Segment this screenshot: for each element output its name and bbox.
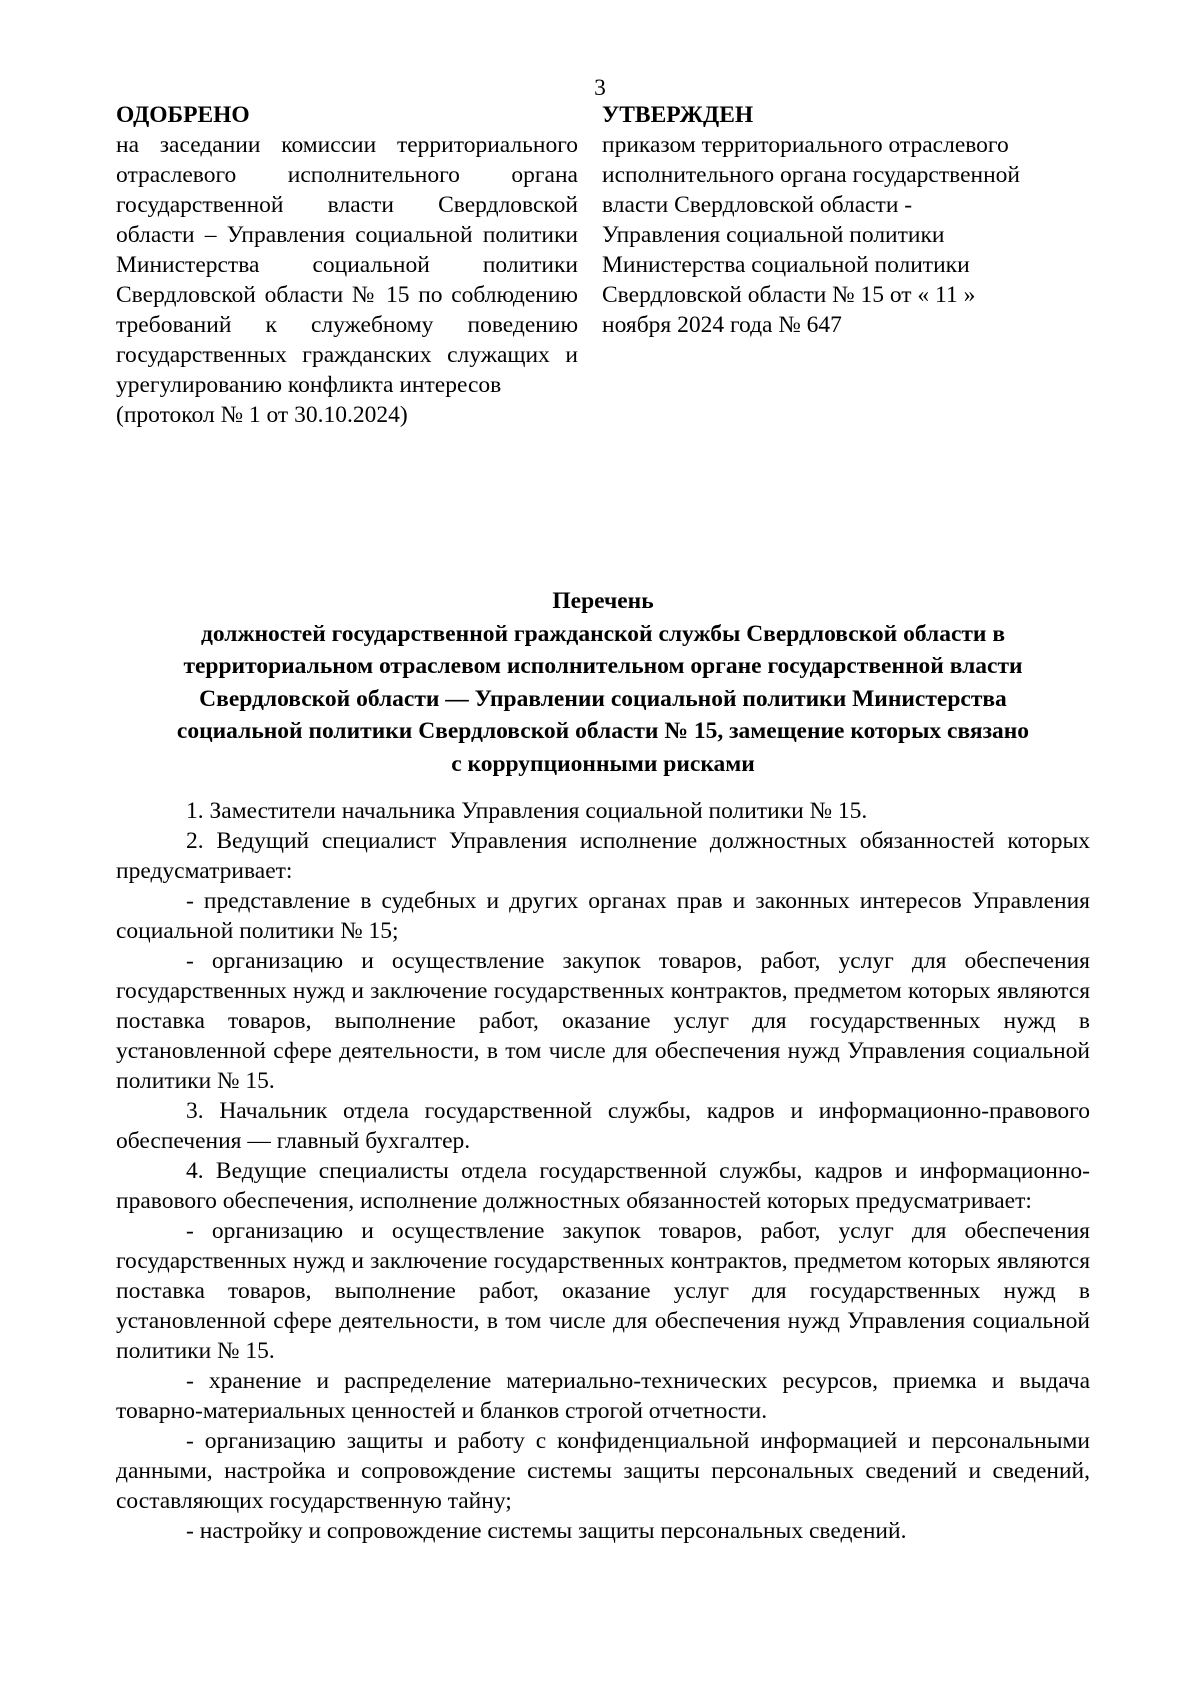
title-line: с коррупционными рисками [451,750,755,777]
title-line: должностей государственной гражданской службы Свердловской области в [200,620,1006,647]
title-line: Перечень [552,588,654,614]
list-item: - организацию защиты и работу с конфиденциальной информацией и персональными данными, настройка и сопровождение системы защиты персональных сведений и сведений, составляющих государственную тайну; [116,1428,1090,1514]
confirmation-line: ноября 2024 года № 647 [602,312,842,338]
list-item: 2. Ведущий специалист Управления исполнение должностных обязанностей которых предусматривает: [116,828,1090,884]
list-item: 3. Начальник отдела государственной службы, кадров и информационно-правового обеспечения — главный бухгалтер. [116,1098,1090,1154]
confirmation-line: исполнительного органа государственной [602,162,1020,188]
list-item: - хранение и распределение материально-технических ресурсов, приемка и выдача товарно-материальных ценностей и бланков строгой отчетности. [116,1368,1090,1424]
list-item: - организацию и осуществление закупок товаров, работ, услуг для обеспечения государственных нужд и заключение государственных контрактов, предметом которых являются поставка товаров, выполнение работ, оказание услуг для государственных нужд в установленной сфере деятельности, в том числе для обеспечения нужд Управления социальной политики № 15. [116,948,1090,1094]
confirmation-body [602,130,1102,340]
approval-stamp [116,100,578,430]
position-list [116,796,1090,1546]
title-line: территориальном отраслевом исполнительном органе государственной власти [183,653,1023,679]
document-title [116,585,1090,780]
page-number: 3 [594,75,606,101]
confirmation-line: Управления социальной политики [602,222,945,248]
list-item: - организацию и осуществление закупок товаров, работ, услуг для обеспечения государственных нужд и заключение государственных контрактов, предметом которых являются поставка товаров, выполнение работ, оказание услуг для государственных нужд в установленной сфере деятельности, в том числе для обеспечения нужд Управления социальной политики № 15. [116,1218,1090,1364]
confirmation-line: власти Свердловской области - [602,192,913,218]
confirmation-line: Министерства социальной политики [602,252,970,278]
confirmation-stamp [602,100,1102,340]
confirmation-line: приказом территориального отраслевого [602,132,1009,158]
title-line: Свердловской области — Управлении социальной политики Министерства [199,685,1007,712]
title-line: социальной политики Свердловской области № 15, замещение которых связано [176,718,1030,744]
list-item: - представление в судебных и других органах прав и законных интересов Управления социальной политики № 15; [116,888,1090,944]
approval-protocol: (протокол № 1 от 30.10.2024) [116,402,408,428]
list-item: 4. Ведущие специалисты отдела государственной службы, кадров и информационно-правового обеспечения, исполнение должностных обязанностей которых предусматривает: [116,1158,1090,1214]
confirmation-line: Свердловской области № 15 от « 11 » [602,282,976,308]
approval-heading: ОДОБРЕНО [116,102,250,128]
list-item: 1. Заместители начальника Управления социальной политики № 15. [186,798,868,824]
approval-body: на заседании комиссии территориального отраслевого исполнительного органа государственной власти Свердловской области – Управления социальной политики Министерства социальной политики Свердловской области № 15 по соблюдению требований к служебному поведению государственных гражданских служащих и урегулированию конфликта интересов [116,132,578,398]
confirmation-heading: УТВЕРЖДЕН [602,102,754,128]
list-item: - настройку и сопровождение системы защиты персональных сведений. [186,1518,907,1544]
